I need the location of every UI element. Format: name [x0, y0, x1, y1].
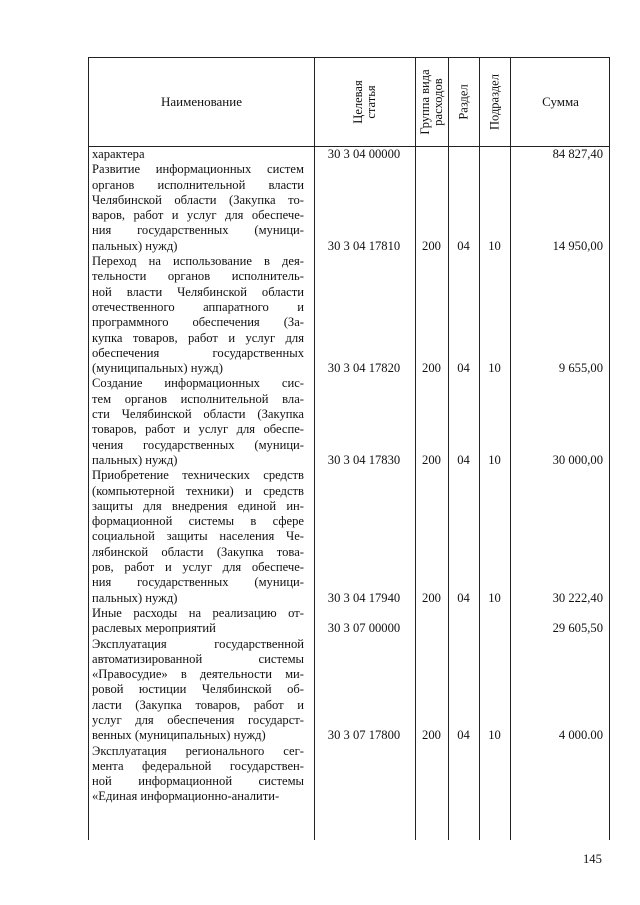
- table-row: [89, 637, 609, 744]
- header-subsection: [479, 58, 510, 146]
- row-name-line: ния государственных (муници-: [92, 575, 304, 590]
- row-name-line: защиты для внедрения единой ин-: [92, 498, 304, 513]
- row-expense-group: 200: [422, 361, 441, 376]
- row-section: 04: [457, 361, 470, 376]
- row-name-line: венных (муниципальных) нужд): [92, 728, 266, 743]
- row-name-line: ной власти Челябинской области: [92, 284, 304, 299]
- header-name: Наименование: [161, 94, 242, 109]
- row-name: [92, 744, 304, 805]
- row-name: [92, 606, 304, 637]
- row-name-line: Развитие информационных систем: [92, 162, 304, 177]
- row-name-line: товаров, работ и услуг для обеспе-: [92, 422, 304, 437]
- table-row: [89, 147, 609, 162]
- row-sum: 9 655,00: [558, 361, 603, 376]
- row-name-line: варов, работ и услуг для обеспече-: [92, 208, 304, 223]
- row-expense-group: 200: [422, 238, 441, 253]
- row-target-article: 30 3 04 17810: [327, 238, 401, 253]
- row-name-line: Создание информационных сис-: [92, 376, 304, 391]
- row-name-line: Эксплуатация государственной: [92, 636, 304, 651]
- row-section: 04: [457, 728, 470, 743]
- row-subsection: 10: [488, 361, 501, 376]
- row-name-line: обеспечения государственных: [92, 345, 304, 360]
- row-target-article: 30 3 07 00000: [327, 621, 401, 636]
- row-section: 04: [457, 238, 470, 253]
- budget-table: [88, 57, 610, 840]
- row-name-line: ной информационной системы: [92, 774, 304, 789]
- row-expense-group: 200: [422, 590, 441, 605]
- row-target-article: 30 3 04 17940: [327, 590, 401, 605]
- row-name-line: Переход на использование в дея-: [92, 254, 304, 269]
- row-name-line: «Единая информационно-аналити-: [92, 789, 280, 804]
- row-name-line: программного обеспечения (За-: [92, 315, 304, 330]
- row-expense-group: 200: [422, 452, 441, 467]
- row-expense-group: 200: [422, 728, 441, 743]
- row-target-article: 30 3 04 17820: [327, 361, 401, 376]
- row-sum: 14 950,00: [552, 238, 603, 253]
- header-sum: Сумма: [542, 94, 579, 109]
- table-body: [89, 147, 609, 805]
- row-name: [92, 162, 304, 254]
- table-row: [89, 468, 609, 606]
- row-name-line: пальных) нужд): [92, 590, 178, 605]
- row-name-line: купка товаров, работ и услуг для: [92, 330, 304, 345]
- row-name-line: социальной защиты населения Че-: [92, 529, 304, 544]
- row-name-line: мента федеральной государствен-: [92, 758, 304, 773]
- row-name-line: тем органов исполнительной вла-: [92, 391, 304, 406]
- row-subsection: 10: [488, 590, 501, 605]
- row-target-article: 30 3 04 00000: [327, 147, 401, 161]
- row-name: [92, 468, 304, 606]
- header-expense-group-label: Группа вида расходов: [417, 69, 445, 135]
- row-name: [92, 147, 304, 162]
- table-row: [89, 744, 609, 805]
- row-name-line: услуг для обеспечения государст-: [92, 712, 304, 727]
- row-name-line: Эксплуатация регионального сег-: [92, 743, 304, 758]
- row-name-line: характера: [92, 147, 145, 161]
- row-name-line: тельности органов исполнитель-: [92, 269, 304, 284]
- row-target-article: 30 3 07 17800: [327, 728, 401, 743]
- header-target-article: [314, 58, 415, 146]
- header-section-label: Раздел: [456, 84, 470, 120]
- row-name-line: чения государственных (муници-: [92, 437, 304, 452]
- row-sum: 30 222,40: [552, 590, 603, 605]
- row-name-line: ров, работ и услуг для обеспече-: [92, 560, 304, 575]
- header-expense-group: [415, 58, 448, 146]
- row-name-line: Челябинской области (Закупка то-: [92, 192, 304, 207]
- table-row: [89, 162, 609, 254]
- row-name-line: Приобретение технических средств: [92, 468, 304, 483]
- row-name-line: автоматизированной системы: [92, 651, 304, 666]
- row-subsection: 10: [488, 728, 501, 743]
- row-sum: 29 605,50: [552, 621, 603, 636]
- row-name: [92, 637, 304, 744]
- row-name-line: ласти (Закупка товаров, работ и: [92, 697, 304, 712]
- row-target-article: 30 3 04 17830: [327, 452, 401, 467]
- row-section: 04: [457, 590, 470, 605]
- row-name-line: формационной системы в сфере: [92, 514, 304, 529]
- row-subsection: 10: [488, 238, 501, 253]
- row-name-line: отечественного аппаратного и: [92, 299, 304, 314]
- row-name-line: пальных) нужд): [92, 452, 178, 467]
- row-subsection: 10: [488, 452, 501, 467]
- header-section: [448, 58, 479, 146]
- row-sum: 30 000,00: [552, 452, 603, 467]
- row-sum: 84 827,40: [552, 147, 603, 161]
- header-target-article-label: Целевая статья: [350, 80, 378, 124]
- page-number: 145: [583, 852, 602, 866]
- header-subsection-label: Подраздел: [487, 74, 501, 130]
- row-name-line: раслевых мероприятий: [92, 621, 216, 636]
- row-name-line: органов исполнительной власти: [92, 177, 304, 192]
- row-name-line: (муниципальных) нужд): [92, 361, 223, 376]
- row-sum: 4 000.00: [558, 728, 603, 743]
- table-row: [89, 254, 609, 376]
- row-name: [92, 376, 304, 468]
- row-name-line: ния государственных (муници-: [92, 223, 304, 238]
- row-name-line: лябинской области (Закупка това-: [92, 544, 304, 559]
- row-section: 04: [457, 452, 470, 467]
- row-name-line: ровой юстиции Челябинской об-: [92, 682, 304, 697]
- row-name-line: «Правосудие» в деятельности ми-: [92, 667, 304, 682]
- row-name-line: Иные расходы на реализацию от-: [92, 605, 304, 620]
- row-name: [92, 254, 304, 376]
- table-row: [89, 376, 609, 468]
- row-name-line: пальных) нужд): [92, 238, 178, 253]
- table-row: [89, 606, 609, 637]
- row-name-line: сти Челябинской области (Закупка: [92, 407, 304, 422]
- row-name-line: (компьютерной техники) и средств: [92, 483, 304, 498]
